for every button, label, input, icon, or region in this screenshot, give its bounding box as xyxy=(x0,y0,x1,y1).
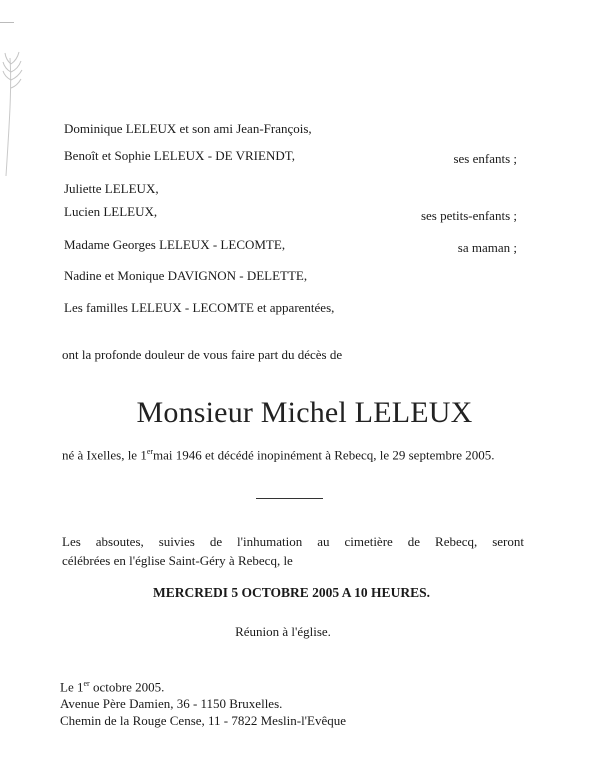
family-line-7: Les familles LELEUX - LECOMTE et apparentées, xyxy=(64,300,335,315)
reunion-text: Réunion à l'église. xyxy=(235,624,331,639)
separator-line xyxy=(256,498,323,499)
footer-address-2: Chemin de la Rouge Cense, 11 - 7822 Meslin-l'Evêque xyxy=(60,713,346,728)
footer-date xyxy=(60,679,164,695)
footer-date-prefix: Le 1 xyxy=(60,679,84,695)
birth-sup: er xyxy=(146,447,154,456)
footer-date-rest: octobre 2005. xyxy=(89,679,165,695)
family-line-2: Benoît et Sophie LELEUX - DE VRIENDT, xyxy=(64,148,295,163)
footer-date-sup: er xyxy=(83,679,90,688)
footer-address-1: Avenue Père Damien, 36 - 1150 Bruxelles. xyxy=(60,696,283,711)
birth-rest: mai 1946 et décédé inopinément à Rebecq, le 29 septembre 2005. xyxy=(153,447,495,463)
family-role-mother: sa maman ; xyxy=(457,240,517,255)
family-line-1: Dominique LELEUX et son ami Jean-François, xyxy=(64,121,312,136)
birth-prefix: né à Ixelles, le 1 xyxy=(62,447,147,463)
wheat-sprig-icon xyxy=(0,48,30,178)
family-role-children: ses enfants ; xyxy=(453,151,517,166)
deceased-name: Monsieur Michel LELEUX xyxy=(136,396,473,429)
service-date: MERCREDI 5 OCTOBRE 2005 A 10 HEURES. xyxy=(153,585,430,600)
funeral-line-2: célébrées en l'église Saint-Géry à Rebecq, le xyxy=(62,553,293,568)
funeral-line-1: Les absoutes, suivies de l'inhumation au cimetière de Rebecq, seront xyxy=(62,534,524,549)
fold-mark xyxy=(0,22,14,23)
family-line-4: Lucien LELEUX, xyxy=(64,204,158,219)
family-role-grandchildren: ses petits-enfants ; xyxy=(420,208,517,223)
birth-death-line xyxy=(62,447,495,463)
family-line-6: Nadine et Monique DAVIGNON - DELETTE, xyxy=(64,268,308,283)
family-line-5: Madame Georges LELEUX - LECOMTE, xyxy=(64,237,286,252)
funeral-paragraph xyxy=(62,532,524,570)
announcement-text: ont la profonde douleur de vous faire part du décès de xyxy=(62,347,343,362)
family-line-3: Juliette LELEUX, xyxy=(64,181,159,196)
